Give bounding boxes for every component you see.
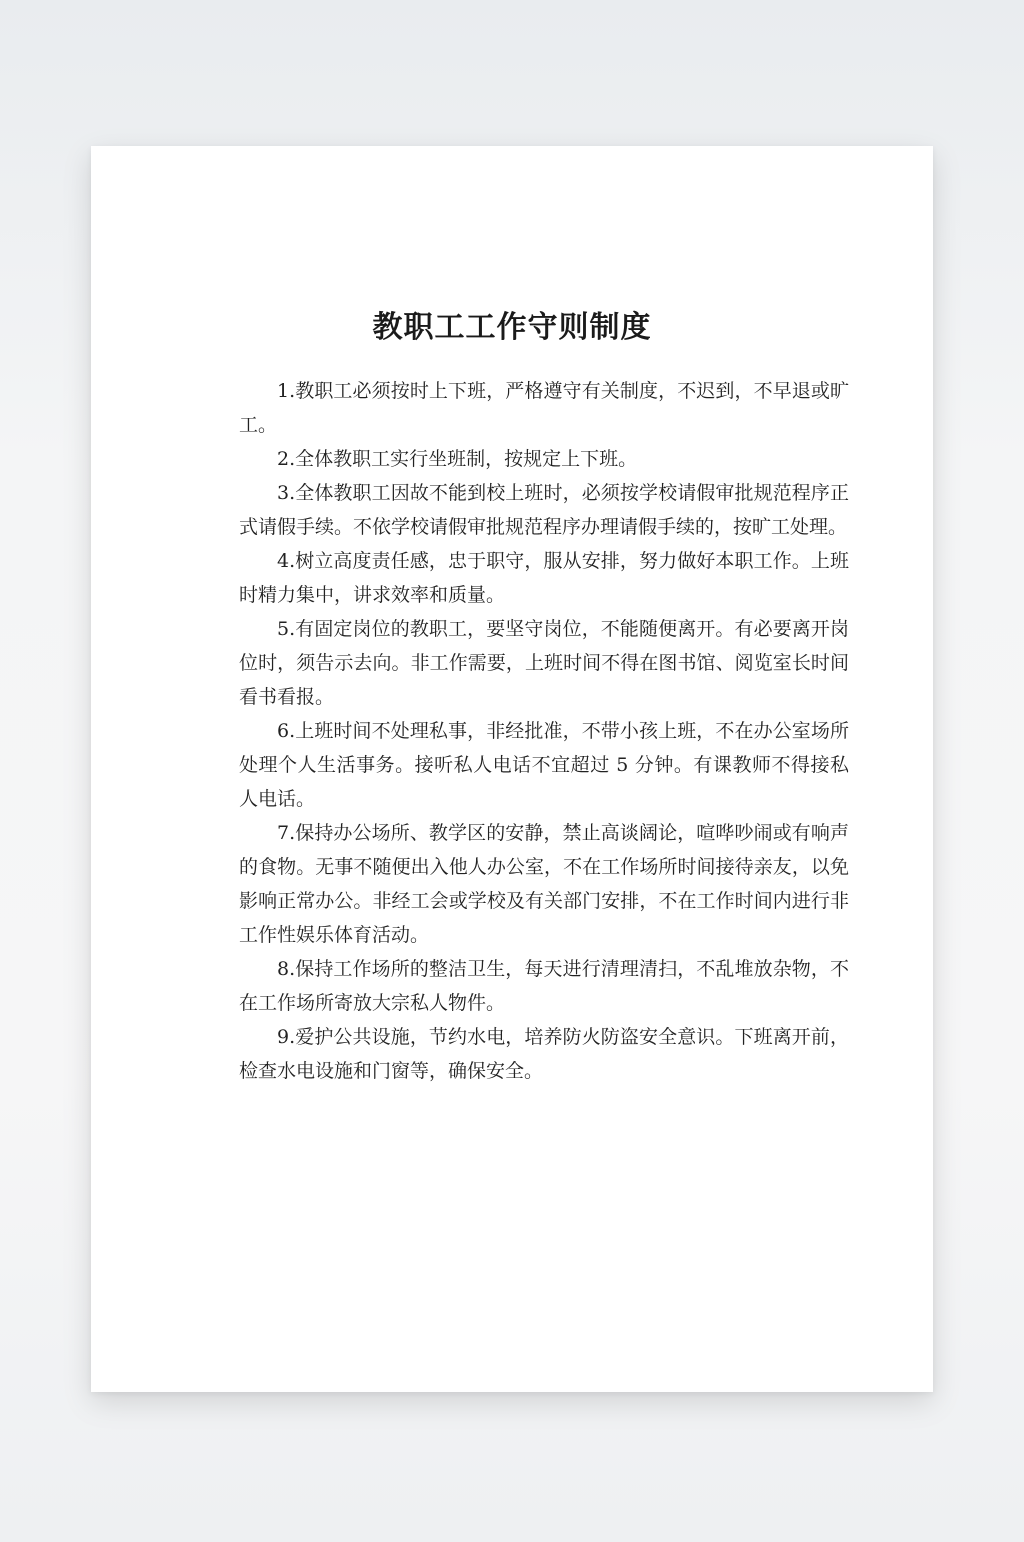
rule-paragraph-9: 9.爱护公共设施，节约水电，培养防火防盗安全意识。下班离开前，检查水电设施和门窗等，确保安全。 [239,1026,849,1082]
rule-paragraph-5: 5.有固定岗位的教职工，要坚守岗位，不能随便离开。有必要离开岗位时，须告示去向。非工作需要，上班时间不得在图书馆、阅览室长时间看书看报。 [239,618,849,708]
document-title: 教职工工作守则制度 [372,310,652,345]
rule-paragraph-8: 8.保持工作场所的整洁卫生，每天进行清理清扫，不乱堆放杂物，不在工作场所寄放大宗私人物件。 [239,958,849,1014]
rule-paragraph-7: 7.保持办公场所、教学区的安静，禁止高谈阔论，喧哗吵闹或有响声的食物。无事不随便出入他人办公室，不在工作场所时间接待亲友，以免影响正常办公。非经工会或学校及有关部门安排，不在工作时间内进行非工作性娱乐体育活动。 [239,822,849,946]
rule-paragraph-4: 4.树立高度责任感，忠于职守，服从安排，努力做好本职工作。上班时精力集中，讲求效率和质量。 [239,550,849,606]
rule-paragraph-1: 1.教职工必须按时上下班，严格遵守有关制度，不迟到，不早退或旷工。 [239,380,849,436]
document-body [239,374,849,1088]
rule-paragraph-3: 3.全体教职工因故不能到校上班时，必须按学校请假审批规范程序正式请假手续。不依学校请假审批规范程序办理请假手续的，按旷工处理。 [239,482,849,538]
rule-paragraph-6: 6.上班时间不处理私事，非经批准，不带小孩上班，不在办公室场所处理个人生活事务。接听私人电话不宜超过 5 分钟。有课教师不得接私人电话。 [239,720,849,810]
document-page [91,146,933,1392]
rule-paragraph-2: 2.全体教职工实行坐班制，按规定上下班。 [277,448,638,470]
